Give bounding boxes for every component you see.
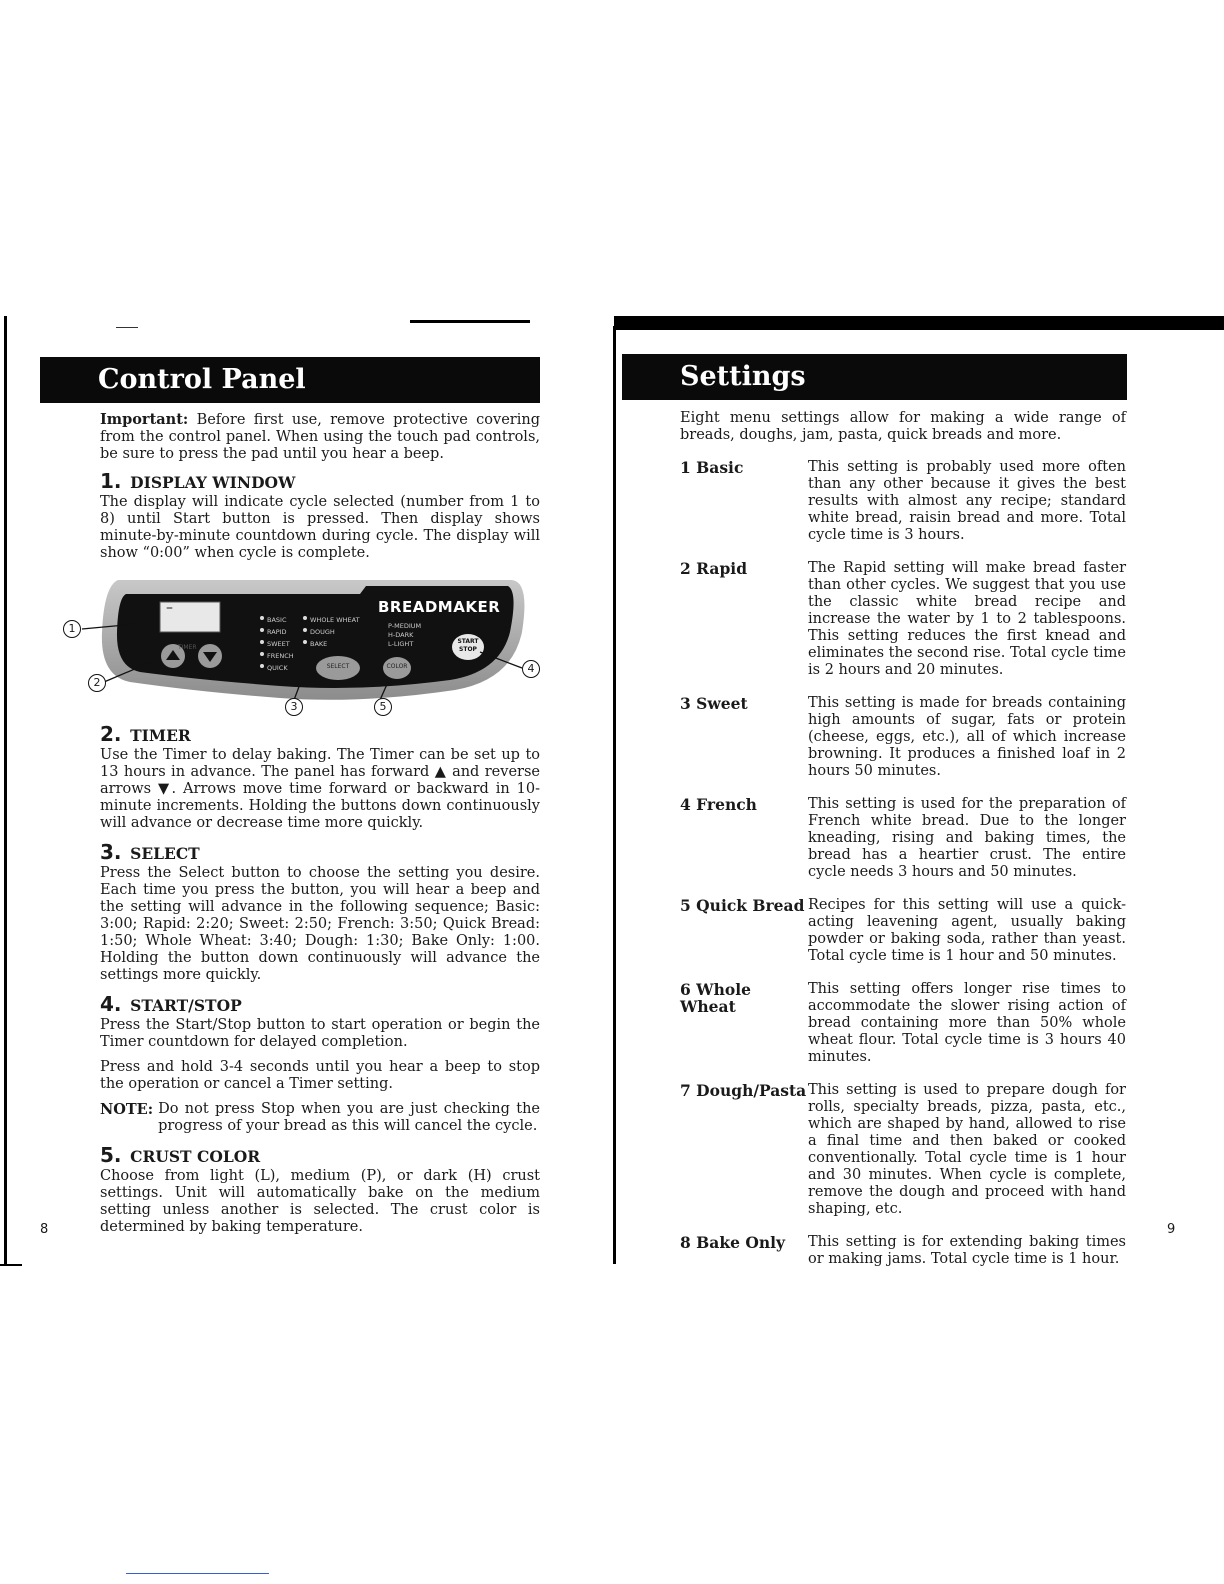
select-label: SELECT (326, 663, 350, 670)
setting-description: This setting is made for breads containing high amounts of sugar, fats or protein (cheese, eggs, etc.), all of which increase browning. It produces a finished loaf in 2 hours 50 minutes. (808, 695, 1126, 779)
menu-item: DOUGH (310, 628, 335, 636)
setting-row-rapid (680, 560, 1126, 679)
callout-1: 1 (63, 620, 81, 638)
book-spine-line (613, 326, 616, 1264)
item-timer (100, 724, 540, 832)
item-text: Press the Start/Stop button to start operation or begin the Timer countdown for delayed completion. (100, 1017, 540, 1050)
menu-item: QUICK (267, 664, 288, 672)
callout-4: 4 (522, 660, 540, 678)
item-number: 4. (100, 992, 122, 1016)
crust-level: P-MEDIUM (388, 622, 422, 630)
item-text: Press and hold 3-4 seconds until you hear a beep to stop the operation or cancel a Timer setting. (100, 1059, 540, 1092)
setting-name: 8 Bake Only (680, 1233, 785, 1252)
setting-name: 1 Basic (680, 458, 744, 477)
setting-row-whole-wheat (680, 981, 1126, 1066)
display-readout: – (166, 600, 173, 616)
item-heading (100, 471, 540, 494)
item-number: 5. (100, 1143, 122, 1167)
menu-item: RAPID (267, 628, 287, 636)
callout-5: 5 (374, 698, 392, 716)
setting-name: 6 Whole Wheat (680, 980, 751, 1016)
menu-item: WHOLE WHEAT (310, 616, 360, 624)
setting-name: 7 Dough/Pasta (680, 1081, 807, 1100)
start-label: START (457, 638, 479, 645)
color-label: COLOR (386, 663, 408, 670)
setting-description: The Rapid setting will make bread faster than other cycles. We suggest that you use the classic white bread recipe and increase the water by 1 to 2 tablespoons. This setting reduces the first knead and eliminates the second rise. Total cycle time is 2 hours and 20 minutes. (808, 560, 1127, 678)
page-number-left: 8 (40, 1222, 49, 1237)
setting-name: 2 Rapid (680, 559, 748, 578)
setting-description: This setting is used for the preparation of French white bread. Due to the longer kneading, rising and baking times, the bread has a heartier crust. The entire cycle needs 3 hours and 50 minutes. (808, 796, 1126, 880)
item-title: TIMER (130, 726, 191, 745)
item-text: Choose from light (L), medium (P), or dark (H) crust settings. Unit will automatically bake on the medium setting unless another is selected. The crust color is determined by baking temperature. (100, 1168, 540, 1235)
settings-intro: Eight menu settings allow for making a wide range of breads, doughs, jam, pasta, quick breads and more. (680, 410, 1126, 443)
item-heading (100, 994, 540, 1017)
setting-name: 3 Sweet (680, 694, 748, 713)
setting-description: This setting offers longer rise times to accommodate the slower rising action of bread containing more than 50% whole wheat flour. Total cycle time is 3 hours 40 minutes. (808, 981, 1126, 1065)
setting-name: 5 Quick Bread (680, 896, 805, 915)
item-heading (100, 842, 540, 865)
control-panel-title-bar (40, 357, 540, 403)
right-page-body (680, 410, 1126, 1284)
item-start-stop (100, 994, 540, 1135)
setting-description: This setting is for extending baking times or making jams. Total cycle time is 1 hour. (808, 1234, 1126, 1267)
item-title: SELECT (130, 844, 200, 863)
start-stop-label (454, 638, 482, 654)
item-title: CRUST COLOR (130, 1147, 261, 1166)
item-number: 2. (100, 722, 122, 746)
setting-row-dough-pasta (680, 1082, 1126, 1218)
menu-list-1 (267, 614, 294, 674)
important-text: Before first use, remove protective covering from the control panel. When using the touch pad controls, be sure to press the pad until you hear a beep. (100, 412, 540, 462)
page-number-right: 9 (1167, 1222, 1176, 1237)
item-heading (100, 1145, 540, 1168)
header-rule-dash (116, 327, 138, 328)
item-text: The display will indicate cycle selected (number from 1 to 8) until Start button is pressed. Then display shows minute-by-minute countdown during cycle. The display will show “0:00” when cycle is complete. (100, 494, 540, 561)
item-number: 1. (100, 469, 122, 493)
setting-description: Recipes for this setting will use a quick-acting leavening agent, usually baking powder or baking soda, rather than yeast. Total cycle time is 1 hour and 50 minutes. (808, 897, 1126, 964)
menu-item: FRENCH (267, 652, 294, 660)
setting-row-french (680, 796, 1126, 881)
important-paragraph (100, 411, 540, 463)
item-display-window (100, 471, 540, 562)
control-panel-illustration (60, 572, 550, 724)
callout-3: 3 (285, 698, 303, 716)
setting-description: This setting is probably used more often than any other because it gives the best results with almost any recipe; standard white bread, raisin bread and more. Total cycle time is 3 hours. (808, 459, 1126, 543)
note (100, 1101, 540, 1135)
callout-2: 2 (88, 674, 106, 692)
setting-row-quick-bread (680, 897, 1126, 965)
note-text: Do not press Stop when you are just checking the progress of your bread as this will cancel the cycle. (158, 1101, 540, 1134)
item-heading (100, 724, 540, 747)
control-panel-title: Control Panel (98, 364, 306, 395)
stop-label: STOP (459, 646, 477, 653)
crust-levels (388, 622, 421, 649)
settings-title: Settings (680, 361, 806, 392)
menu-item: SWEET (267, 640, 290, 648)
setting-row-bake-only (680, 1234, 1126, 1268)
note-label: NOTE: (100, 1101, 154, 1118)
timer-label: TIMER (178, 644, 197, 651)
settings-title-bar (622, 354, 1127, 400)
item-crust-color (100, 1145, 540, 1236)
menu-item: BAKE (310, 640, 328, 648)
header-rule-right (614, 316, 1224, 330)
item-title: DISPLAY WINDOW (130, 473, 296, 492)
menu-list-2 (310, 614, 360, 650)
crust-level: H-DARK (388, 631, 414, 639)
item-select (100, 842, 540, 984)
left-page-edge (4, 316, 7, 1266)
item-text: Use the Timer to delay baking. The Timer can be set up to 13 hours in advance. The panel has forward ▲ and reverse arrows ▼. Arrows move time forward or backward in 10-minute increments. Holding the buttons down continuously will advance or decrease time more quickly. (100, 747, 540, 831)
important-label: Important: (100, 411, 189, 428)
left-page-body (100, 411, 540, 562)
left-page-body-lower (100, 724, 540, 1236)
brand-label: BREADMAKER (378, 598, 501, 616)
menu-item: BASIC (267, 616, 287, 624)
crust-level: L-LIGHT (388, 640, 414, 648)
left-page-edge-foot (0, 1264, 22, 1266)
setting-row-sweet (680, 695, 1126, 780)
setting-row-basic (680, 459, 1126, 544)
footer-link-underline (126, 1573, 269, 1574)
setting-name: 4 French (680, 795, 757, 814)
item-number: 3. (100, 840, 122, 864)
header-rule-left (410, 320, 530, 323)
item-text: Press the Select button to choose the setting you desire. Each time you press the button, you will hear a beep and the setting will advance in the following sequence; Basic: 3:00; Rapid: 2:20; Sweet: 2:50; French: 3:50; Quick Bread: 1:50; Whole Wheat: 3:40; Dough: 1:30; Bake Only: 1:00. Holding the button down continuously will advance the settings more quickly. (100, 865, 540, 983)
setting-description: This setting is used to prepare dough for rolls, specialty breads, pizza, pasta, etc., which are shaped by hand, allowed to rise a final time and then baked or cooked conventionally. Total cycle time is 1 hour and 30 minutes. When cycle is complete, remove the dough and proceed with hand shaping, etc. (808, 1082, 1126, 1217)
item-title: START/STOP (130, 996, 242, 1015)
